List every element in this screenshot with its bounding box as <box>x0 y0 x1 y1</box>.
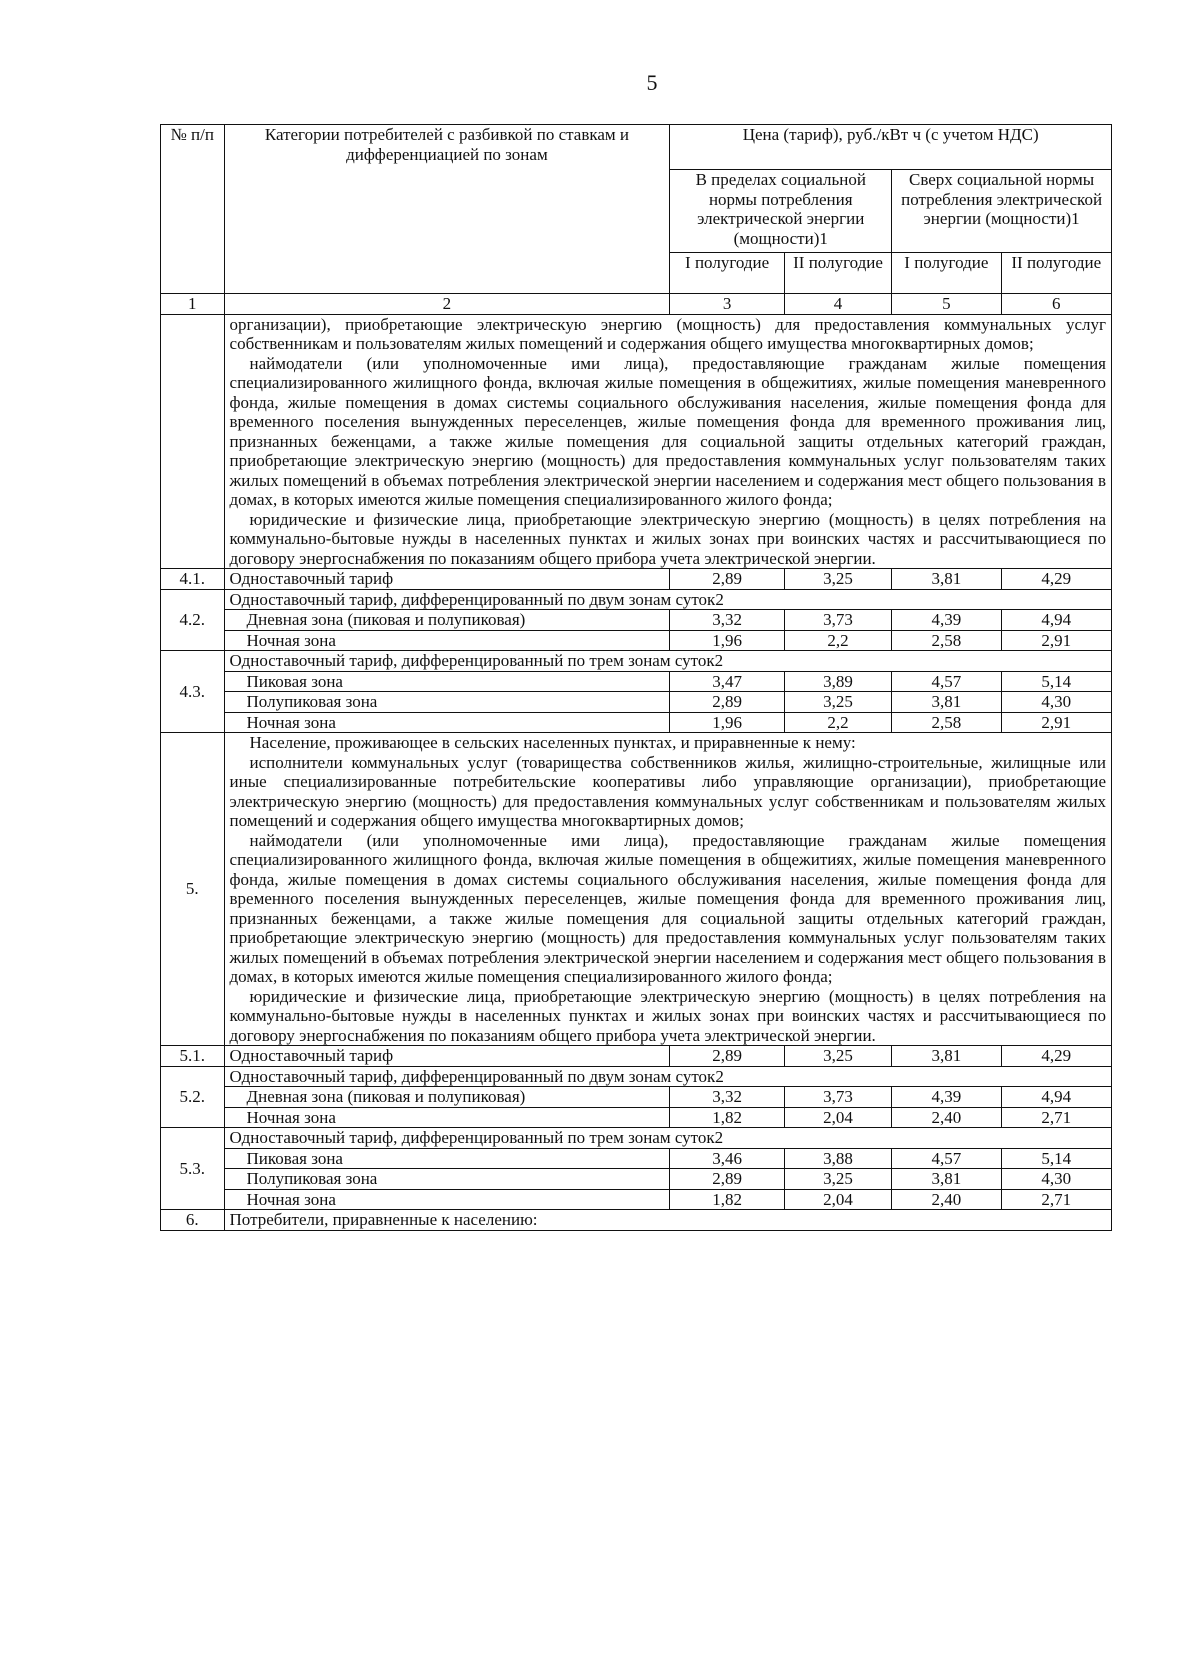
value-cell: 4,29 <box>1001 569 1111 590</box>
row-label: Одноставочный тариф <box>224 1046 670 1067</box>
section5-text <box>224 733 1111 1046</box>
header-price-title: Цена (тариф), руб./кВт ч (с учетом НДС) <box>670 125 1112 170</box>
value-cell: 2,2 <box>784 630 891 651</box>
col-number: 4 <box>784 294 891 315</box>
value-cell: 3,81 <box>892 1169 1001 1190</box>
row-label: Ночная зона <box>224 1107 670 1128</box>
row-title: Одноставочный тариф, дифференцированный по двум зонам суток2 <box>224 589 1111 610</box>
table-row <box>161 1128 1112 1149</box>
value-cell: 3,46 <box>670 1148 785 1169</box>
page-number: 5 <box>646 70 658 95</box>
row-number: 4.2. <box>161 589 225 651</box>
row-label: Полупиковая зона <box>224 692 670 713</box>
header-half2-above: II полугодие <box>1001 253 1111 294</box>
table-row <box>161 1066 1112 1087</box>
value-cell: 4,39 <box>892 610 1001 631</box>
table-row <box>161 1087 1112 1108</box>
header-above-norm: Сверх социальной нормы потребления электрической энергии (мощности)1 <box>892 170 1112 253</box>
paragraph: наймодатели (или уполномоченные ими лица), предоставляющие гражданам жилые помещения специализированного жилищного фонда, включая жилые помещения в общежитиях, жилые помещения маневренного фонда, жилые помещения в домах системы социального обслуживания населения, жилые помещения фонда для временного поселения вынужденных переселенцев, жилые помещения фонда для временного проживания лиц, признанных беженцами, а также жилые помещения для социальной защиты отдельных категорий граждан, приобретающие электрическую энергию (мощность) для предоставления коммунальных услуг пользователям таких жилых помещений в объемах потребления электрической энергии населением и содержания мест общего пользования в домах, в которых имеются жилые помещения специализированного жилого фонда; <box>229 830 1106 986</box>
paragraph: наймодатели (или уполномоченные ими лица), предоставляющие гражданам жилые помещения специализированного жилищного фонда, включая жилые помещения в общежитиях, жилые помещения маневренного фонда, жилые помещения в домах системы социального обслуживания населения, жилые помещения фонда для временного поселения вынужденных переселенцев, жилые помещения фонда для временного проживания лиц, признанных беженцами, а также жилые помещения для социальной защиты отдельных категорий граждан, приобретающие электрическую энергию (мощность) для предоставления коммунальных услуг пользователям таких жилых помещений в объемах потребления электрической энергии населением и содержания мест общего пользования в домах, в которых имеются жилые помещения специализированного жилого фонда; <box>229 353 1106 509</box>
row-title: Одноставочный тариф, дифференцированный по трем зонам суток2 <box>224 1128 1111 1149</box>
paragraph: юридические и физические лица, приобретающие электрическую энергию (мощность) в целях потребления на коммунально-бытовые нужды в населенных пунктах и жилых зонах при воинских частях и рассчитывающиеся по договору энергоснабжения по показаниям общего прибора учета электрической энергии. <box>229 509 1106 568</box>
row-label: Пиковая зона <box>224 671 670 692</box>
value-cell: 3,47 <box>670 671 785 692</box>
row-label: Ночная зона <box>224 630 670 651</box>
row-label: Дневная зона (пиковая и полупиковая) <box>224 1087 670 1108</box>
col-number: 1 <box>161 294 225 315</box>
row-label: Потребители, приравненные к населению: <box>224 1210 1111 1231</box>
column-numbers-row <box>161 294 1112 315</box>
table-row <box>161 1107 1112 1128</box>
value-cell: 2,89 <box>670 1169 785 1190</box>
header-half1-above: I полугодие <box>892 253 1001 294</box>
row-label: Пиковая зона <box>224 1148 670 1169</box>
table-row <box>161 692 1112 713</box>
table-row <box>161 1210 1112 1231</box>
row-number: 5.2. <box>161 1066 225 1128</box>
row-label: Дневная зона (пиковая и полупиковая) <box>224 610 670 631</box>
value-cell: 3,25 <box>784 569 891 590</box>
table-row <box>161 1148 1112 1169</box>
header-category: Категории потребителей с разбивкой по ставкам и дифференциацией по зонам <box>224 125 670 294</box>
value-cell: 2,58 <box>892 712 1001 733</box>
section5-row <box>161 733 1112 1046</box>
value-cell: 3,88 <box>784 1148 891 1169</box>
value-cell: 3,81 <box>892 692 1001 713</box>
value-cell: 3,81 <box>892 569 1001 590</box>
table-row <box>161 569 1112 590</box>
empty-number-cell <box>161 314 225 569</box>
col-number: 3 <box>670 294 785 315</box>
paragraph: юридические и физические лица, приобретающие электрическую энергию (мощность) в целях потребления на коммунально-бытовые нужды в населенных пунктах и жилых зонах при воинских частях и рассчитывающиеся по договору энергоснабжения по показаниям общего прибора учета электрической энергии. <box>229 986 1106 1045</box>
table-row <box>161 630 1112 651</box>
value-cell: 4,94 <box>1001 610 1111 631</box>
value-cell: 3,32 <box>670 610 785 631</box>
table-row <box>161 671 1112 692</box>
row-label: Полупиковая зона <box>224 1169 670 1190</box>
row-label: Ночная зона <box>224 1189 670 1210</box>
header-half2-within: II полугодие <box>784 253 891 294</box>
row-number: 4.1. <box>161 569 225 590</box>
table-row <box>161 1189 1112 1210</box>
value-cell: 3,89 <box>784 671 891 692</box>
paragraph: Население, проживающее в сельских населенных пунктах, и приравненные к нему: <box>249 733 856 752</box>
value-cell: 4,30 <box>1001 692 1111 713</box>
value-cell: 3,25 <box>784 1046 891 1067</box>
value-cell: 1,82 <box>670 1189 785 1210</box>
table-row <box>161 651 1112 672</box>
row-label: Одноставочный тариф <box>224 569 670 590</box>
header-half1-within: I полугодие <box>670 253 785 294</box>
value-cell: 2,71 <box>1001 1189 1111 1210</box>
value-cell: 4,29 <box>1001 1046 1111 1067</box>
row-number: 5.3. <box>161 1128 225 1210</box>
value-cell: 1,96 <box>670 630 785 651</box>
tariff-table <box>160 124 1112 1231</box>
table-row <box>161 589 1112 610</box>
row-number: 5. <box>161 733 225 1046</box>
row-number: 5.1. <box>161 1046 225 1067</box>
col-number: 2 <box>224 294 670 315</box>
value-cell: 3,32 <box>670 1087 785 1108</box>
value-cell: 5,14 <box>1001 671 1111 692</box>
value-cell: 1,96 <box>670 712 785 733</box>
value-cell: 4,57 <box>892 1148 1001 1169</box>
value-cell: 2,71 <box>1001 1107 1111 1128</box>
header-within-norm: В пределах социальной нормы потребления электрической энергии (мощности)1 <box>670 170 892 253</box>
value-cell: 3,81 <box>892 1046 1001 1067</box>
col-number: 6 <box>1001 294 1111 315</box>
value-cell: 4,57 <box>892 671 1001 692</box>
value-cell: 2,40 <box>892 1189 1001 1210</box>
paragraph: организации), приобретающие электрическую энергию (мощность) для предоставления коммунальных услуг собственникам и пользователям жилых помещений и содержания общего имущества многоквартирных домов; <box>229 314 1106 353</box>
col-number: 5 <box>892 294 1001 315</box>
value-cell: 3,25 <box>784 692 891 713</box>
value-cell: 3,73 <box>784 1087 891 1108</box>
value-cell: 3,73 <box>784 610 891 631</box>
row-title: Одноставочный тариф, дифференцированный по двум зонам суток2 <box>224 1066 1111 1087</box>
value-cell: 1,82 <box>670 1107 785 1128</box>
section4-text-row <box>161 314 1112 569</box>
value-cell: 2,89 <box>670 1046 785 1067</box>
value-cell: 5,14 <box>1001 1148 1111 1169</box>
row-number: 6. <box>161 1210 225 1231</box>
header-row <box>161 125 1112 170</box>
table-row <box>161 1046 1112 1067</box>
value-cell: 4,30 <box>1001 1169 1111 1190</box>
value-cell: 2,91 <box>1001 630 1111 651</box>
value-cell: 2,89 <box>670 692 785 713</box>
value-cell: 2,89 <box>670 569 785 590</box>
header-no: № п/п <box>161 125 225 294</box>
value-cell: 2,04 <box>784 1107 891 1128</box>
value-cell: 4,39 <box>892 1087 1001 1108</box>
table-row <box>161 1169 1112 1190</box>
row-label: Ночная зона <box>224 712 670 733</box>
value-cell: 2,40 <box>892 1107 1001 1128</box>
value-cell: 2,04 <box>784 1189 891 1210</box>
value-cell: 2,91 <box>1001 712 1111 733</box>
value-cell: 3,25 <box>784 1169 891 1190</box>
row-number: 4.3. <box>161 651 225 733</box>
section4-text <box>224 314 1111 569</box>
table-row <box>161 712 1112 733</box>
row-title: Одноставочный тариф, дифференцированный по трем зонам суток2 <box>224 651 1111 672</box>
table-row <box>161 610 1112 631</box>
value-cell: 2,58 <box>892 630 1001 651</box>
value-cell: 4,94 <box>1001 1087 1111 1108</box>
value-cell: 2,2 <box>784 712 891 733</box>
paragraph: исполнители коммунальных услуг (товарищества собственников жилья, жилищно-строительные, жилищные или иные специализированные потребительские кооперативы либо управляющие организации), приобретающие электрическую энергию (мощность) для предоставления коммунальных услуг собственникам и пользователям жилых помещений и содержания общего имущества многоквартирных домов; <box>229 752 1106 830</box>
